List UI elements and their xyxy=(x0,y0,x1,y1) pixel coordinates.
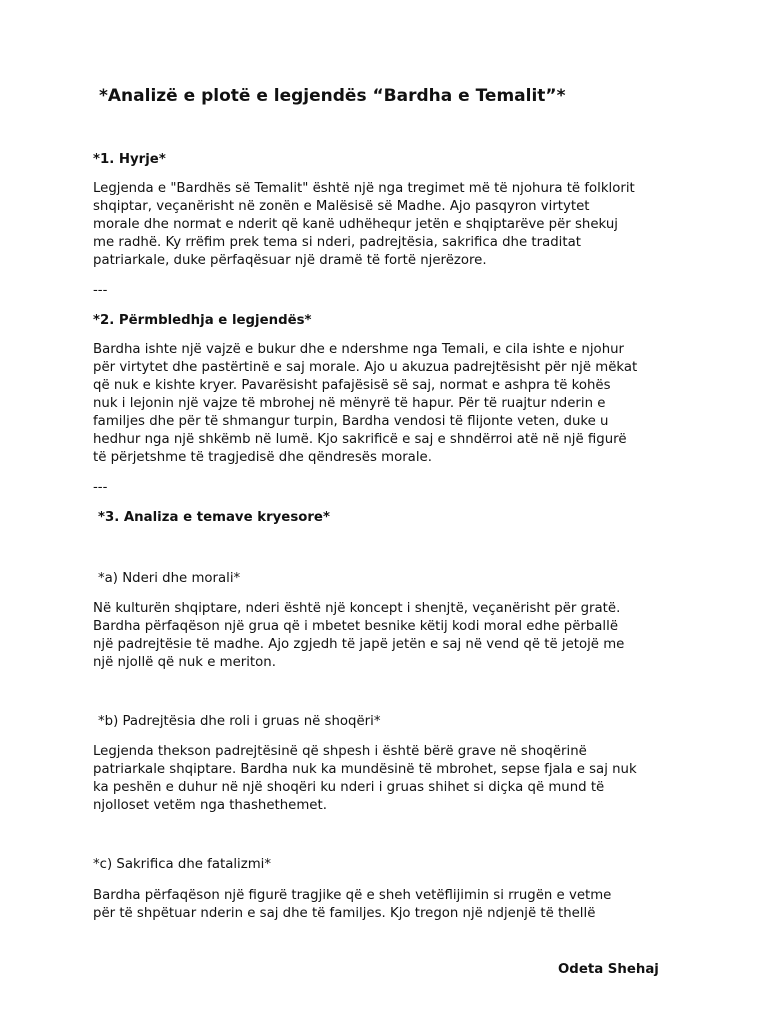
paragraph-line: Legjenda e "Bardhës së Temalit" është një nga tregimet më të njohura të folklorit xyxy=(93,181,635,196)
section-separator: --- xyxy=(93,283,108,298)
paragraph-summary xyxy=(93,341,693,467)
paragraph-line: Në kulturën shqiptare, nderi është një koncept i shenjtë, veçanërisht për gratë. xyxy=(93,601,621,616)
paragraph-line: Bardha përfaqëson një figurë tragjike që e sheh vetëflijimin si rrugën e vetme xyxy=(93,888,612,903)
paragraph-sacrifice xyxy=(93,887,693,923)
paragraph-line: patriarkale shqiptare. Bardha nuk ka mundësinë të mbrohet, sepse fjala e saj nuk xyxy=(93,762,637,777)
subsection-heading-honor: *a) Nderi dhe morali* xyxy=(98,571,241,586)
paragraph-line: njolloset vetëm nga thashethemet. xyxy=(93,798,327,813)
section-heading-summary: *2. Përmbledhja e legjendës* xyxy=(93,313,312,328)
subsection-heading-injustice: *b) Padrejtësia dhe roli i gruas në shoqëri* xyxy=(98,714,381,729)
paragraph-line: ka peshën e duhur në një shoqëri ku nderi i gruas shihet si diçka që mund të xyxy=(93,780,605,795)
paragraph-line: për të shpëtuar nderin e saj dhe të familjes. Kjo tregon një ndjenjë të thellë xyxy=(93,906,596,921)
paragraph-injustice xyxy=(93,743,693,815)
subsection-heading-sacrifice: *c) Sakrifica dhe fatalizmi* xyxy=(93,857,272,872)
section-separator: --- xyxy=(93,480,108,495)
paragraph-line: Bardha përfaqëson një grua që i mbetet besnike këtij kodi moral edhe përballë xyxy=(93,619,619,634)
section-heading-intro: *1. Hyrje* xyxy=(93,152,166,167)
document-title: *Analizë e plotë e legjendës “Bardha e Temalit”* xyxy=(99,86,566,106)
paragraph-line: Legjenda thekson padrejtësinë që shpesh i është bërë grave në shoqërinë xyxy=(93,744,587,759)
paragraph-line: shqiptar, veçanërisht në zonën e Malësisë së Madhe. Ajo pasqyron virtytet xyxy=(93,199,590,214)
paragraph-line: të përjetshme të tragjedisë dhe qëndresës morale. xyxy=(93,450,432,465)
paragraph-line: për virtytet dhe pastërtinë e saj morale. Ajo u akuzua padrejtësisht për një mëkat xyxy=(93,360,638,375)
paragraph-line: një njollë që nuk e meriton. xyxy=(93,655,276,670)
paragraph-intro xyxy=(93,180,693,270)
paragraph-line: me radhë. Ky rrëfim prek tema si nderi, padrejtësia, sakrifica dhe traditat xyxy=(93,235,581,250)
paragraph-line: nuk i lejonin një vajze të mbrohej në mënyrë të hapur. Për të ruajtur nderin e xyxy=(93,396,606,411)
paragraph-line: familjes dhe për të shmangur turpin, Bardha vendosi të flijonte veten, duke u xyxy=(93,414,609,429)
author-name: Odeta Shehaj xyxy=(558,962,659,977)
section-heading-themes: *3. Analiza e temave kryesore* xyxy=(98,510,330,525)
paragraph-line: morale dhe normat e nderit që kanë udhëhequr jetën e shqiptarëve për shekuj xyxy=(93,217,618,232)
paragraph-line: një padrejtësie të madhe. Ajo zgjedh të japë jetën e saj në vend që të jetojë me xyxy=(93,637,625,652)
paragraph-line: Bardha ishte një vajzë e bukur dhe e ndershme nga Temali, e cila ishte e njohur xyxy=(93,342,625,357)
paragraph-honor xyxy=(93,600,693,672)
paragraph-line: patriarkale, duke përfaqësuar një dramë të fortë njerëzore. xyxy=(93,253,487,268)
paragraph-line: që nuk e kishte kryer. Pavarësisht pafajësisë së saj, normat e ashpra të kohës xyxy=(93,378,611,393)
paragraph-line: hedhur nga një shkëmb në lumë. Kjo sakrificë e saj e shndërroi atë në një figurë xyxy=(93,432,627,447)
